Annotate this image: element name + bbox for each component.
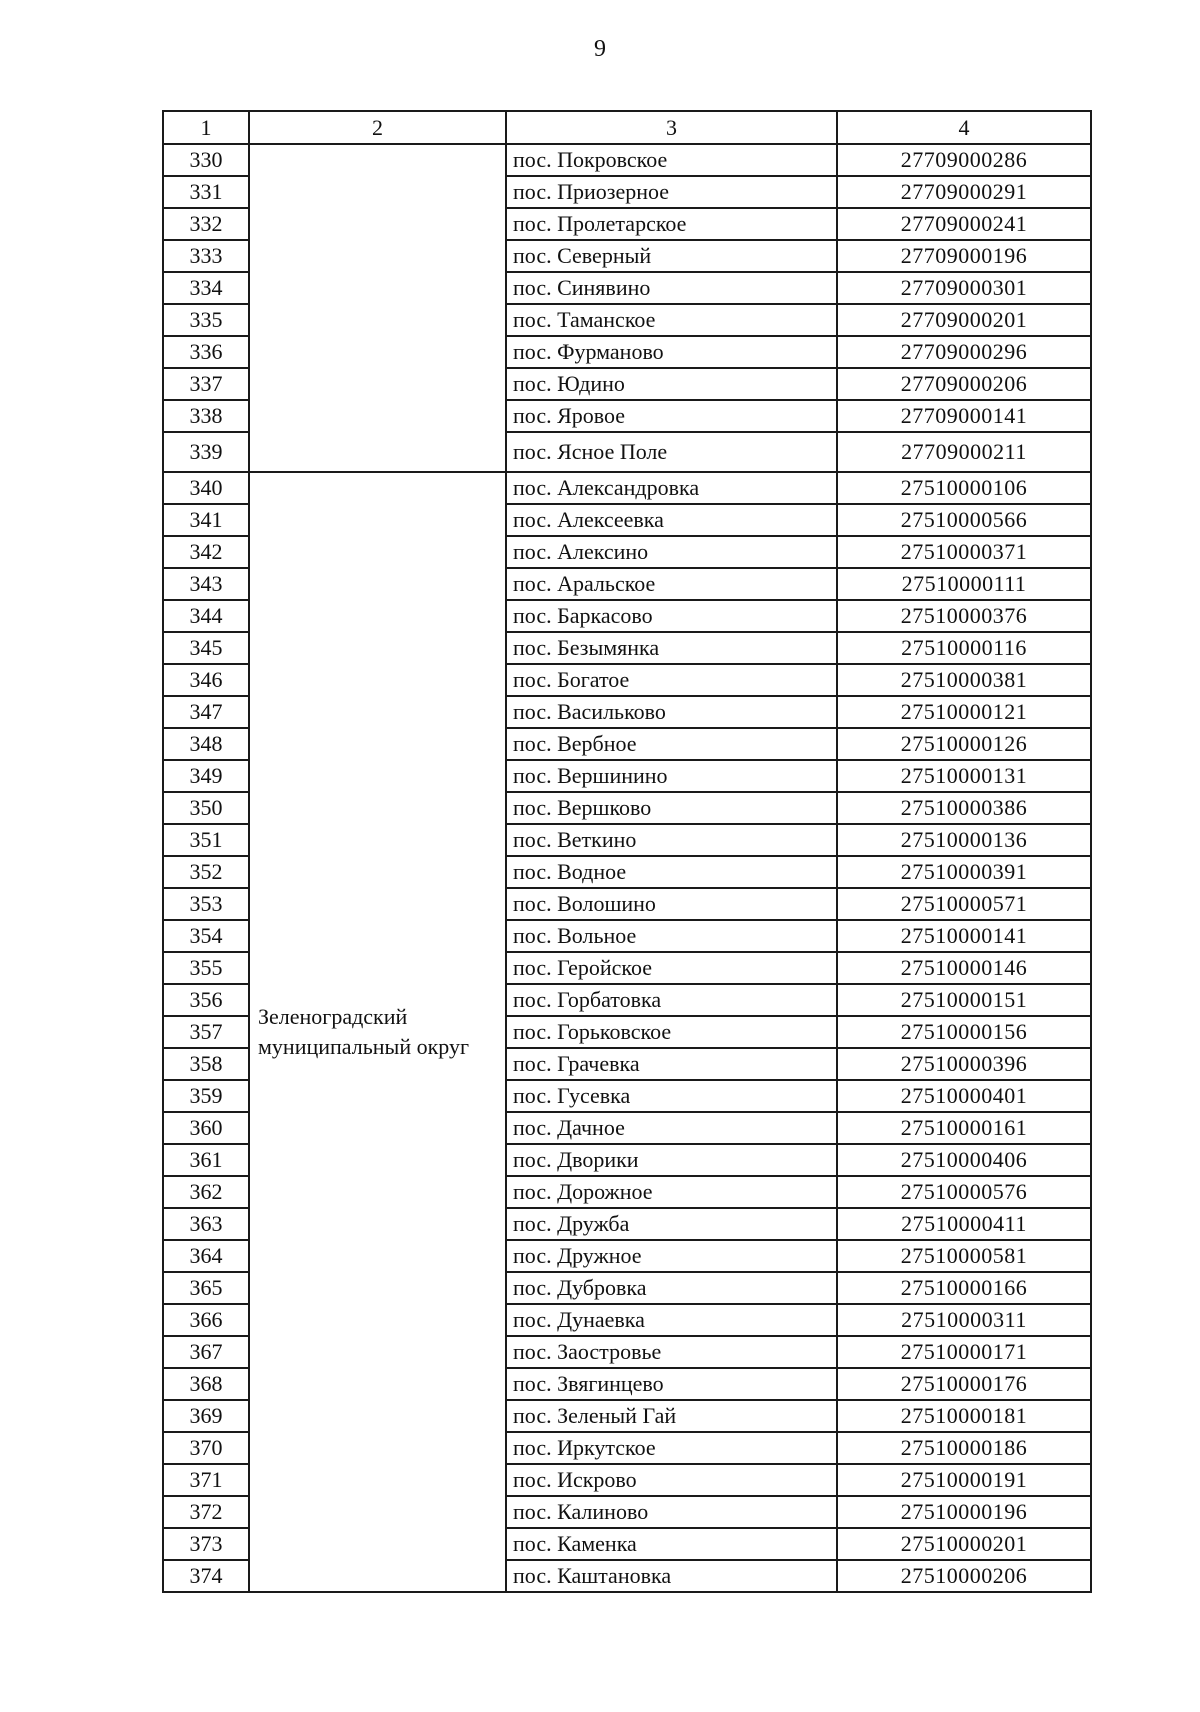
row-number: 354: [163, 920, 249, 952]
settlement-name: пос. Гусевка: [506, 1080, 837, 1112]
oktmo-code: 27510000376: [837, 600, 1091, 632]
oktmo-code: 27510000161: [837, 1112, 1091, 1144]
settlement-name: пос. Заостровье: [506, 1336, 837, 1368]
district-cell: [249, 144, 506, 472]
oktmo-code: 27510000131: [837, 760, 1091, 792]
settlement-name: пос. Приозерное: [506, 176, 837, 208]
row-number: 349: [163, 760, 249, 792]
settlement-name: пос. Безымянка: [506, 632, 837, 664]
settlement-name: пос. Вербное: [506, 728, 837, 760]
oktmo-code: 27510000156: [837, 1016, 1091, 1048]
row-number: 331: [163, 176, 249, 208]
oktmo-code: 27709000296: [837, 336, 1091, 368]
oktmo-code: 27510000311: [837, 1304, 1091, 1336]
oktmo-code: 27510000571: [837, 888, 1091, 920]
row-number: 346: [163, 664, 249, 696]
row-number: 360: [163, 1112, 249, 1144]
oktmo-code: 27510000566: [837, 504, 1091, 536]
oktmo-code: 27709000141: [837, 400, 1091, 432]
oktmo-code: 27510000171: [837, 1336, 1091, 1368]
oktmo-code: 27510000146: [837, 952, 1091, 984]
oktmo-code: 27510000121: [837, 696, 1091, 728]
row-number: 353: [163, 888, 249, 920]
oktmo-code: 27510000406: [837, 1144, 1091, 1176]
row-number: 343: [163, 568, 249, 600]
row-number: 356: [163, 984, 249, 1016]
row-number: 365: [163, 1272, 249, 1304]
oktmo-code: 27510000166: [837, 1272, 1091, 1304]
row-number: 348: [163, 728, 249, 760]
settlement-name: пос. Яровое: [506, 400, 837, 432]
settlement-name: пос. Грачевка: [506, 1048, 837, 1080]
row-number: 351: [163, 824, 249, 856]
oktmo-code: 27709000196: [837, 240, 1091, 272]
settlement-name: пос. Волошино: [506, 888, 837, 920]
row-number: 355: [163, 952, 249, 984]
oktmo-code: 27510000106: [837, 472, 1091, 504]
settlement-name: пос. Дунаевка: [506, 1304, 837, 1336]
settlement-name: пос. Дорожное: [506, 1176, 837, 1208]
settlement-name: пос. Северный: [506, 240, 837, 272]
oktmo-code: 27709000301: [837, 272, 1091, 304]
settlement-name: пос. Дубровка: [506, 1272, 837, 1304]
row-number: 370: [163, 1432, 249, 1464]
settlement-name: пос. Таманское: [506, 304, 837, 336]
oktmo-code: 27709000286: [837, 144, 1091, 176]
settlement-name: пос. Юдино: [506, 368, 837, 400]
table-header-row: [163, 111, 1091, 144]
settlement-name: пос. Искрово: [506, 1464, 837, 1496]
row-number: 333: [163, 240, 249, 272]
settlement-name: пос. Вольное: [506, 920, 837, 952]
oktmo-code: 27510000141: [837, 920, 1091, 952]
oktmo-code: 27510000116: [837, 632, 1091, 664]
row-number: 342: [163, 536, 249, 568]
oktmo-code: 27709000241: [837, 208, 1091, 240]
oktmo-code: 27709000211: [837, 432, 1091, 472]
row-number: 350: [163, 792, 249, 824]
header-col-3: 3: [506, 111, 837, 144]
oktmo-code: 27510000196: [837, 1496, 1091, 1528]
row-number: 352: [163, 856, 249, 888]
settlement-name: пос. Иркутское: [506, 1432, 837, 1464]
row-number: 345: [163, 632, 249, 664]
oktmo-code: 27510000381: [837, 664, 1091, 696]
row-number: 361: [163, 1144, 249, 1176]
row-number: 337: [163, 368, 249, 400]
settlement-name: пос. Водное: [506, 856, 837, 888]
oktmo-code: 27510000391: [837, 856, 1091, 888]
oktmo-code: 27510000371: [837, 536, 1091, 568]
row-number: 357: [163, 1016, 249, 1048]
oktmo-code: 27510000181: [837, 1400, 1091, 1432]
settlements-table: [162, 110, 1092, 1593]
settlement-name: пос. Вершинино: [506, 760, 837, 792]
oktmo-code: 27510000206: [837, 1560, 1091, 1592]
row-number: 374: [163, 1560, 249, 1592]
table-row: [163, 472, 1091, 504]
row-number: 332: [163, 208, 249, 240]
oktmo-code: 27510000401: [837, 1080, 1091, 1112]
settlement-name: пос. Горьковское: [506, 1016, 837, 1048]
settlement-name: пос. Дружба: [506, 1208, 837, 1240]
settlement-name: пос. Васильково: [506, 696, 837, 728]
district-cell: Зеленоградский муниципальный округ: [249, 472, 506, 1592]
oktmo-code: 27510000176: [837, 1368, 1091, 1400]
oktmo-code: 27510000126: [837, 728, 1091, 760]
settlement-name: пос. Покровское: [506, 144, 837, 176]
row-number: 340: [163, 472, 249, 504]
settlement-name: пос. Алексино: [506, 536, 837, 568]
oktmo-code: 27510000581: [837, 1240, 1091, 1272]
settlement-name: пос. Горбатовка: [506, 984, 837, 1016]
row-number: 372: [163, 1496, 249, 1528]
row-number: 362: [163, 1176, 249, 1208]
row-number: 347: [163, 696, 249, 728]
oktmo-code: 27510000396: [837, 1048, 1091, 1080]
settlement-name: пос. Каштановка: [506, 1560, 837, 1592]
settlement-name: пос. Калиново: [506, 1496, 837, 1528]
oktmo-code: 27709000206: [837, 368, 1091, 400]
settlement-name: пос. Вершково: [506, 792, 837, 824]
row-number: 366: [163, 1304, 249, 1336]
oktmo-code: 27510000151: [837, 984, 1091, 1016]
settlement-name: пос. Зеленый Гай: [506, 1400, 837, 1432]
row-number: 367: [163, 1336, 249, 1368]
settlement-name: пос. Ясное Поле: [506, 432, 837, 472]
oktmo-code: 27510000191: [837, 1464, 1091, 1496]
oktmo-code: 27709000291: [837, 176, 1091, 208]
oktmo-code: 27510000576: [837, 1176, 1091, 1208]
row-number: 364: [163, 1240, 249, 1272]
row-number: 369: [163, 1400, 249, 1432]
settlement-name: пос. Баркасово: [506, 600, 837, 632]
oktmo-code: 27510000136: [837, 824, 1091, 856]
oktmo-code: 27510000201: [837, 1528, 1091, 1560]
settlement-name: пос. Синявино: [506, 272, 837, 304]
row-number: 344: [163, 600, 249, 632]
settlement-name: пос. Пролетарское: [506, 208, 837, 240]
oktmo-code: 27510000186: [837, 1432, 1091, 1464]
oktmo-code: 27709000201: [837, 304, 1091, 336]
settlement-name: пос. Дачное: [506, 1112, 837, 1144]
oktmo-code: 27510000411: [837, 1208, 1091, 1240]
row-number: 330: [163, 144, 249, 176]
row-number: 371: [163, 1464, 249, 1496]
header-col-2: 2: [249, 111, 506, 144]
settlement-name: пос. Богатое: [506, 664, 837, 696]
row-number: 339: [163, 432, 249, 472]
row-number: 368: [163, 1368, 249, 1400]
settlement-name: пос. Дворики: [506, 1144, 837, 1176]
row-number: 359: [163, 1080, 249, 1112]
settlement-name: пос. Александровка: [506, 472, 837, 504]
settlement-name: пос. Аральское: [506, 568, 837, 600]
row-number: 358: [163, 1048, 249, 1080]
settlement-name: пос. Каменка: [506, 1528, 837, 1560]
page-number: 9: [594, 36, 606, 62]
settlement-name: пос. Веткино: [506, 824, 837, 856]
settlement-name: пос. Алексеевка: [506, 504, 837, 536]
header-col-1: 1: [163, 111, 249, 144]
settlement-name: пос. Фурманово: [506, 336, 837, 368]
settlement-name: пос. Дружное: [506, 1240, 837, 1272]
row-number: 336: [163, 336, 249, 368]
settlement-name: пос. Звягинцево: [506, 1368, 837, 1400]
row-number: 363: [163, 1208, 249, 1240]
row-number: 338: [163, 400, 249, 432]
row-number: 335: [163, 304, 249, 336]
settlement-name: пос. Геройское: [506, 952, 837, 984]
row-number: 373: [163, 1528, 249, 1560]
oktmo-code: 27510000111: [837, 568, 1091, 600]
header-col-4: 4: [837, 111, 1091, 144]
row-number: 341: [163, 504, 249, 536]
oktmo-code: 27510000386: [837, 792, 1091, 824]
table-row: [163, 144, 1091, 176]
row-number: 334: [163, 272, 249, 304]
